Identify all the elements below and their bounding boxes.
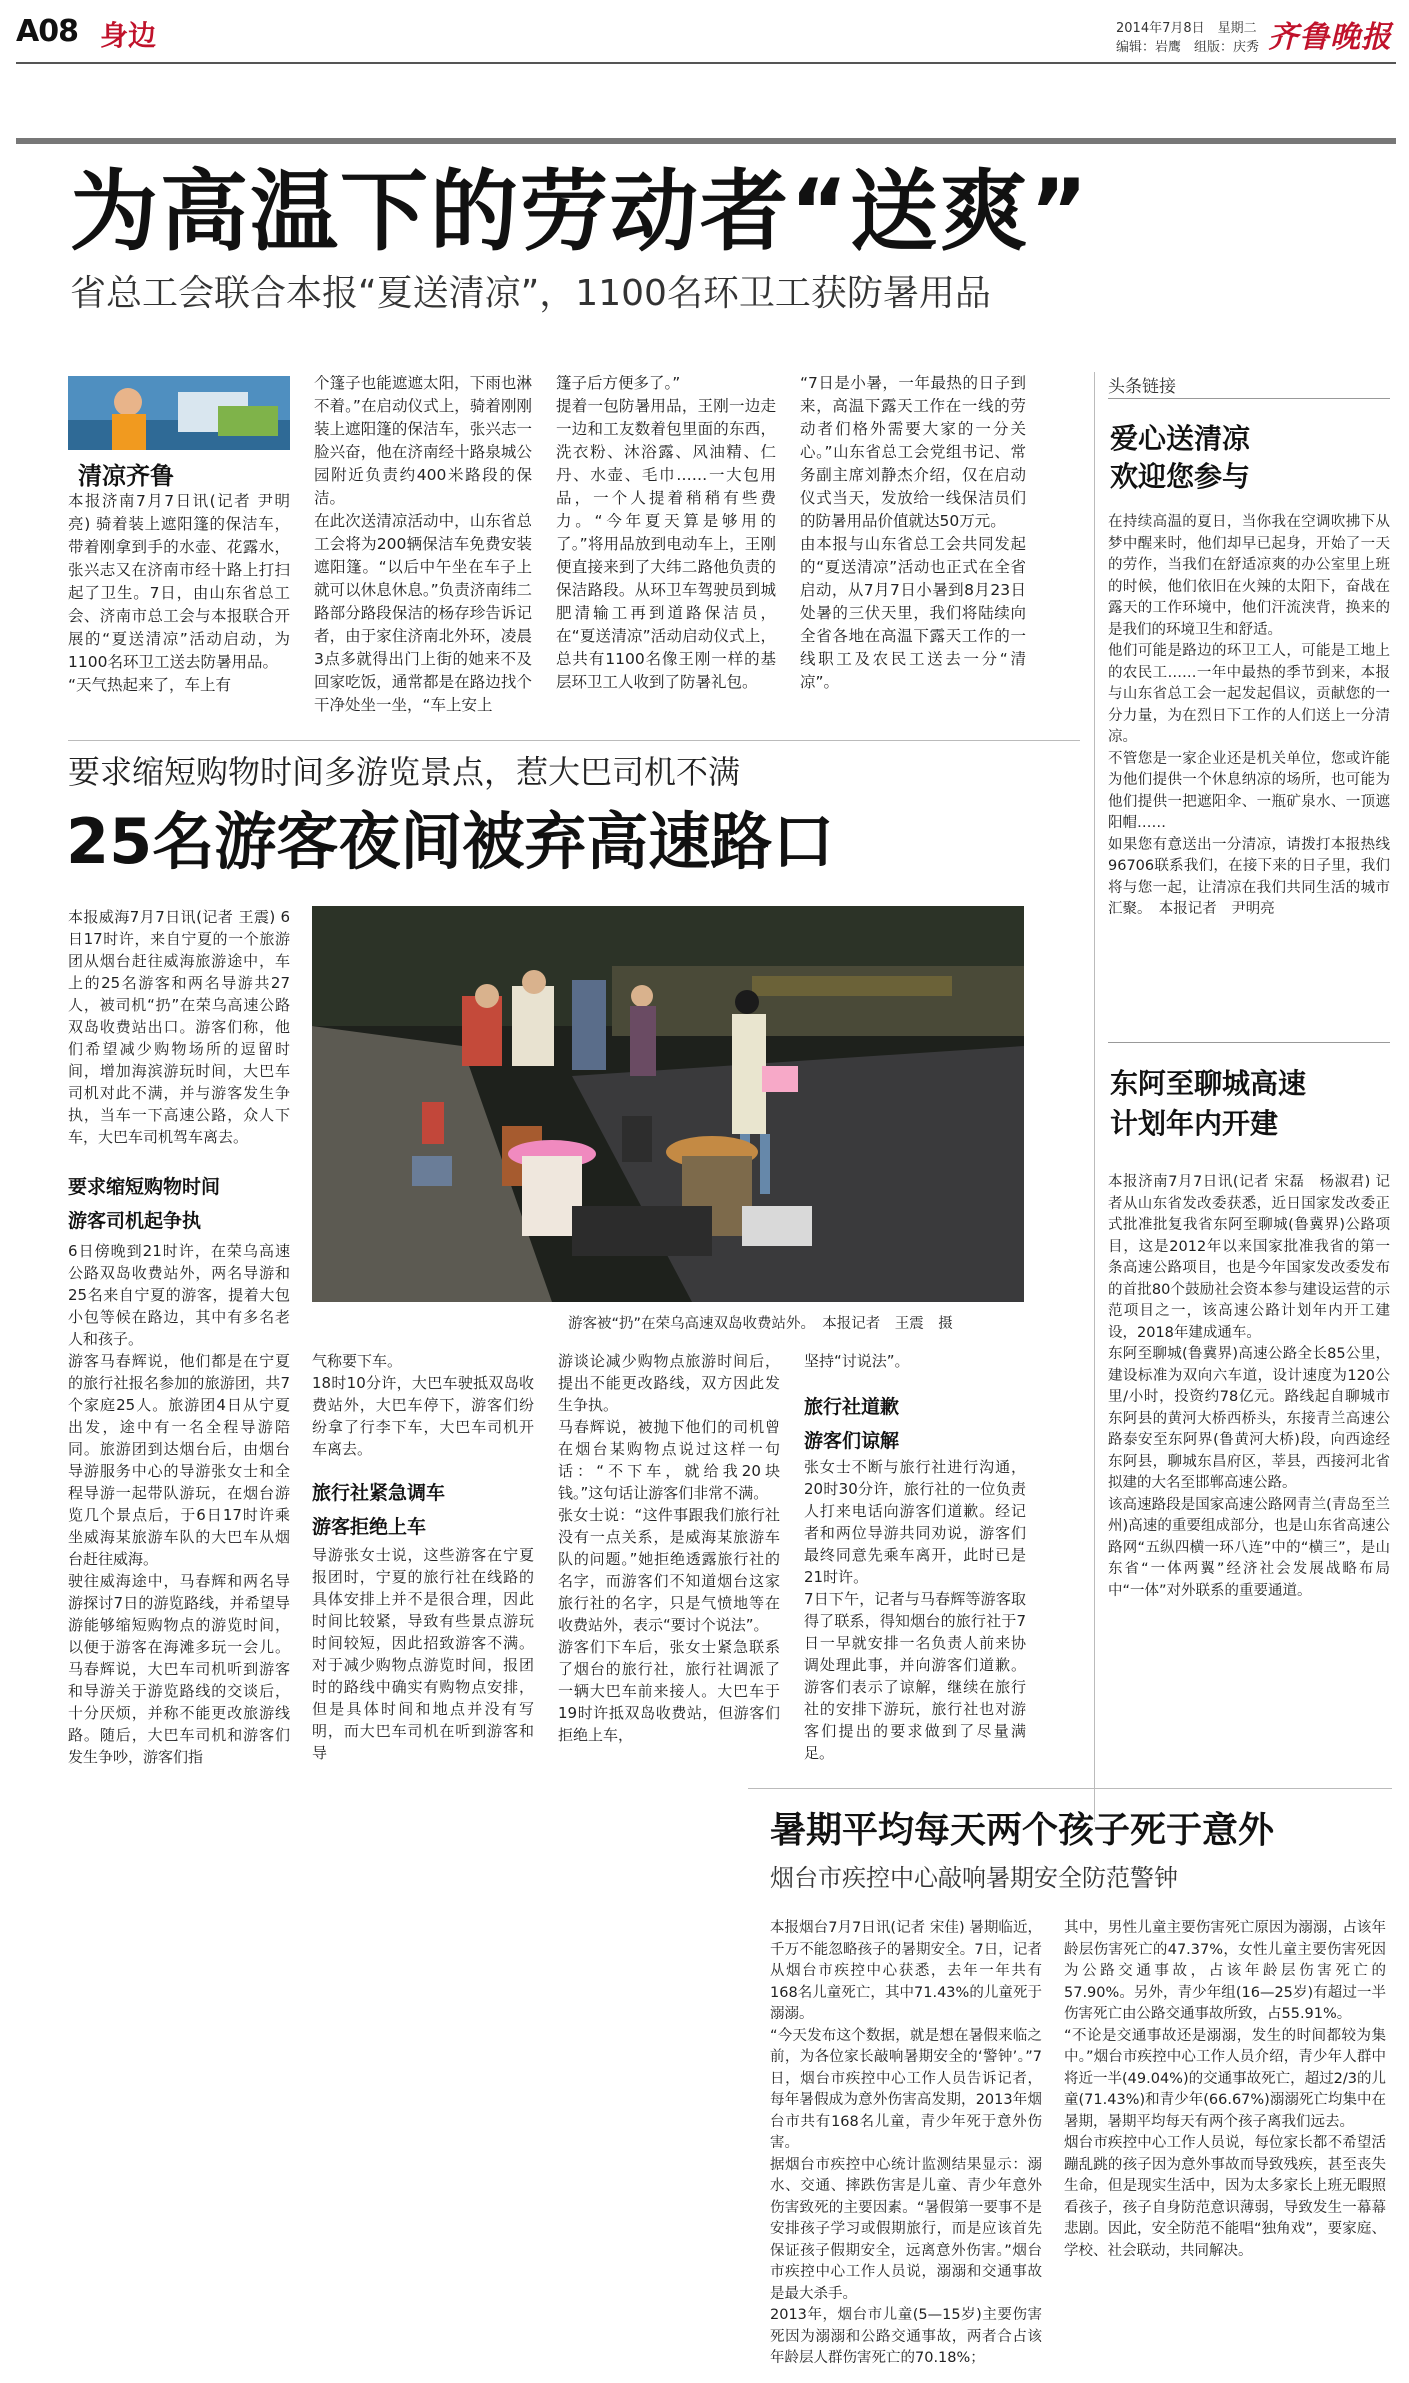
article1-col1: 本报济南7月7日讯(记者 尹明亮) 骑着装上遮阳篷的保洁车，带着刚拿到手的水壶、花露水，张兴志又在济南市经十路上打扫起了卫生。7日，由山东省总工会、济南市总工会与本报联合开展的“夏送清凉”活动启动，为1100名环卫工送去防暑用品。 “天气热起来了，车上有 (68, 492, 290, 694)
article2-sub1: 要求缩短购物时间 游客司机起争执 (68, 1176, 221, 1232)
article2-col2b: 导游张女士说，这些游客在宁夏报团时，宁夏的旅行社在线路的具体安排上并不是很合理，因此时间比较紧，导致有些景点游玩时间较短，因此招致游客不满。对于减少购物点游览时间，报团时的路线中确实有购物点安排，但是具体时间和地点并没有写明，而大巴车司机在听到游客和导 (312, 1546, 534, 1762)
top-divider (16, 138, 1396, 144)
article1-headline: 为高温下的劳动者“送爽” (70, 160, 1090, 263)
article1-col2: 个篷子也能遮遮太阳，下雨也淋不着。”在启动仪式上，骑着刚刚装上遮阳篷的保洁车，张兴志一脸兴奋，他在济南经十路泉城公园附近负责约400米路段的保洁。 在此次送清凉活动中，山东省总工会将为200辆保洁车免费安装遮阳篷。“以后中午坐在车子上就可以休息休息。”负责济南纬二路部分路段保洁的杨存珍告诉记者，由于家住济南北外环，凌晨3点多就得出门上街的她来不及回家吃饭，通常都是在路边找个干净处坐一坐，“车上安上 (314, 374, 532, 714)
qingliang-logo (68, 376, 290, 490)
article2-col4a: 坚持“讨说法”。 (804, 1352, 910, 1370)
article2-sub2: 旅行社紧急调车 游客拒绝上车 (312, 1482, 446, 1538)
section-name: 身边 (100, 19, 157, 52)
article2-sub3: 旅行社道歉 游客们谅解 (804, 1396, 900, 1452)
article2-photo-caption: 游客被“扔”在荣乌高速双岛收费站外。 本报记者 王震 摄 (568, 1316, 953, 1332)
article1-col3: 篷子后方便多了。” 提着一包防暑用品，王刚一边走一边和工友数着包里面的东西，洗衣粉、沐浴露、风油精、仁丹、水壶、毛巾……一大包用品，一个人提着稍稍有些费力。“今年夏天算是够用的了。”将用品放到电动车上，王刚便直接来到了大纬二路他负责的保洁路段。从环卫车驾驶员到城肥清输工再到道路保洁员，在“夏送清凉”活动启动仪式上，总共有1100名像王刚一样的基层环卫工人收到了防暑礼包。 (556, 374, 776, 691)
article2-col4b: 张女士不断与旅行社进行沟通，20时30分许，旅行社的一位负责人打来电话向游客们道歉。经记者和两位导游共同劝说，游客们最终同意先乘车离开，此时已是21时许。 7日下午，记者与马春辉等游客取得了联系，得知烟台的旅行社于7日一早就安排一名负责人前来协调处理此事，并向游客们道歉。游客们表示了谅解，继续在旅行社的安排下游玩，旅行社也对游客们提出的要求做到了尽量满足。 (804, 1458, 1026, 1762)
article3-top-rule (748, 1788, 1392, 1789)
editor-line: 编辑：岩鹰 组版：庆秀 (1116, 40, 1260, 55)
article2-col1b: 6日傍晚到21时许，在荣乌高速公路双岛收费站外，两名导游和25名来自宁夏的游客，提着大包小包等候在路边，其中有多名老人和孩子。 游客马春辉说，他们都是在宁夏的旅行社报名参加的旅游团，共7个家庭25人。旅游团4日从宁夏出发，途中有一名全程导游陪同。旅游团到达烟台后，由烟台导游服务中心的导游张女士和全程导游一起带队游玩，在烟台游览几个景点后，于6日17时许乘坐威海某旅游车队的大巴车从烟台赶往威海。 驶往威海途中，马春辉和两名导游探讨7日的游览路线，并希望导游能够缩短购物点的游览时间，以便于游客在海滩多玩一会儿。马春辉说，大巴车司机听到游客和导游关于游览路线的交谈后，十分厌烦，并称不能更改旅游线路。随后，大巴车司机和游客们发生争吵，游客们指 (68, 1242, 290, 1766)
article3-subheadline: 烟台市疾控中心敲响暑期安全防范警钟 (770, 1864, 1178, 1892)
article2-kicker: 要求缩短购物时间多游览景点，惹大巴司机不满 (68, 753, 741, 791)
article1-subheadline: 省总工会联合本报“夏送清凉”，1100名环卫工获防暑用品 (70, 273, 991, 314)
logo-text: 清凉齐鲁 (78, 462, 174, 490)
sidebar-box-separator (1108, 1042, 1390, 1043)
sidebar-tag: 头条链接 (1108, 377, 1176, 397)
article2-col1a: 本报威海7月7日讯(记者 王震) 6日17时许，来自宁夏的一个旅游团从烟台赶往威海旅游途中，车上的25名游客和两名导游共27人，被司机“扔”在荣乌高速公路双岛收费站出口。游客们称，他们希望减少购物场所的逗留时间，增加海滨游玩时间，大巴车司机对此不满，并与游客发生争执，当车一下高速公路，众人下车，大巴车司机驾车离去。 (68, 908, 290, 1146)
article2-headline: 25名游客夜间被弃高速路口 (66, 805, 835, 878)
sidebar-divider (1094, 372, 1095, 1822)
header-rule (16, 62, 1396, 64)
article3-col1: 本报烟台7月7日讯(记者 宋佳) 暑期临近，千万不能忽略孩子的暑期安全。7日，记者从烟台市疾控中心获悉，去年一年共有168名儿童死亡，其中71.43%的儿童死于溺溺。 “今天发布这个数据，就是想在暑假来临之前，为各位家长敲响暑期安全的‘警钟’。”7日，烟台市疾控中心工作人员告诉记者，每年暑假成为意外伤害高发期，2013年烟台市共有168名儿童，青少年死于意外伤害。 据烟台市疾控中心统计监测结果显示：溺水、交通、摔跌伤害是儿童、青少年意外伤害致死的主要因素。“暑假第一要事不是安排孩子学习或假期旅行，而是应该首先保证孩子假期安全，远离意外伤害。”烟台市疾控中心工作人员说，溺溺和交通事故是最大杀手。 2013年，烟台市儿童(5—15岁)主要伤害死因为溺溺和公路交通事故，两者合占该年龄层人群伤害死亡的70.18%； (770, 1920, 1042, 2366)
article1-col4: “7日是小暑，一年最热的日子到来，高温下露天工作在一线的劳动者们格外需要大家的一分关心。”山东省总工会党组书记、常务副主席刘静杰介绍，仅在启动仪式当天，发放给一线保洁员们的防暑用品价值就达50万元。 由本报与山东省总工会共同发起的“夏送清凉”活动也正式在全省启动，从7月7日小暑到8月23日处暑的三伏天里，我们将陆续向全省各地在高温下露天工作的一线职工及农民工送去一分“清凉”。 (800, 374, 1026, 691)
article2-top-rule (68, 740, 1080, 741)
article2-photo (312, 906, 1024, 1302)
night-roadside-photo (312, 906, 1024, 1302)
sidebar-box1-body: 在持续高温的夏日，当你我在空调吹拂下从梦中醒来时，他们却早已起身，开始了一天的劳作，当我们在舒适凉爽的办公室里上班的时候，他们依旧在火辣的太阳下，奋战在露天的工作环境中，他们汗流浃背，换来的是我们的环境卫生和舒适。 他们可能是路边的环卫工人，可能是工地上的农民工……一年中最热的季节到来，本报与山东省总工会一起发起倡议，贡献您的一分力量，为在烈日下工作的人们送上一分清凉。 不管您是一家企业还是机关单位，您或许能为他们提供一个休息纳凉的场所，也可能为他们提供一把遮阳伞、一瓶矿泉水、一顶遮阳帽…… 如果您有意送出一分清凉，请拨打本报热线96706联系我们，在接下来的日子里，我们将与您一起，让清凉在我们共同生活的城市汇聚。 本报记者 尹明亮 (1108, 514, 1390, 917)
page-header (0, 0, 1409, 70)
logo-photo (68, 376, 290, 450)
sidebar-box2-title: 东阿至聊城高速 计划年内开建 (1110, 1067, 1307, 1140)
article2-col2a: 气称要下车。 18时10分许，大巴车驶抵双岛收费站外，大巴车停下，游客们纷纷拿了行李下车，大巴车司机开车离去。 (312, 1352, 534, 1458)
sidebar-box1-title: 爱心送清凉 欢迎您参与 (1110, 422, 1251, 493)
article3-headline: 暑期平均每天两个孩子死于意外 (770, 1810, 1275, 1851)
sidebar-box2-body: 本报济南7月7日讯(记者 宋磊 杨淑君) 记者从山东省发改委获悉，近日国家发改委正式批准批复我省东阿至聊城(鲁冀界)公路项目，这是2012年以来国家批准我省的第一条高速公路项目，也是今年国家发改委发布的首批80个鼓励社会资本参与建设运营的示范项目之一，该高速公路计划年内开工建设，2018年建成通车。 东阿至聊城(鲁冀界)高速公路全长85公里，建设标准为双向六车道，设计速度为120公里/小时，投资约78亿元。路线起自聊城市东阿县的黄河大桥西桥头，东接青兰高速公路泰安至东阿界(鲁黄河大桥)段，向西途经东阿县，聊城东昌府区，莘县，西接河北省拟建的大名至邯郸高速公路。 该高速路段是国家高速公路网青兰(青岛至兰州)高速的重要组成部分，也是山东省高速公路网“五纵四横一环八连”中的“横三”，是山东省“一体两翼”经济社会发展战略布局中“一体”对外联系的重要通道。 (1108, 1174, 1390, 1599)
brand-logo: 齐鲁晚报 (1268, 20, 1392, 55)
article2-col3a: 游谈论减少购物点旅游时间后，提出不能更改路线，双方因此发生争执。 马春辉说，被抛下他们的司机曾在烟台某购物点说过这样一句话：“不下车，就给我20块钱。”这句话让游客们非常不满。 张女士说：“这件事跟我们旅行社没有一点关系，是威海某旅游车队的问题。”她拒绝透露旅行社的名字，而游客们不知道烟台这家旅行社的名字，只是气愤地等在收费站外，表示“要讨个说法”。 游客们下车后，张女士紧急联系了烟台的旅行社，旅行社调派了一辆大巴车前来接人。大巴车于19时许抵双岛收费站，但游客们拒绝上车， (558, 1352, 780, 1744)
page-code: A08 (16, 14, 78, 49)
article3-col2: 其中，男性儿童主要伤害死亡原因为溺溺，占该年龄层伤害死亡的47.37%，女性儿童主要伤害死因为公路交通事故，占该年龄层伤害死亡的57.90%。另外，青少年组(16—25岁)有超过一半伤害死亡由公路交通事故所致，占55.91%。 “不论是交通事故还是溺溺，发生的时间都较为集中。”烟台市疾控中心工作人员介绍，青少年人群中将近一半(49.04%)的交通事故死亡，超过2/3的儿童(71.43%)和青少年(66.67%)溺溺死亡均集中在暑期，暑期平均每天有两个孩子离我们远去。 烟台市疾控中心工作人员说，每位家长都不希望活蹦乱跳的孩子因为意外事故而导致残疾，甚至丧失生命，但是现实生活中，因为太多家长上班无暇照看孩子，孩子自身防范意识薄弱，导致发生一幕幕悲剧。因此，安全防范不能唱“独角戏”，要家庭、学校、社会联动，共同解决。 (1064, 1920, 1386, 2259)
sidebar-tag-rule (1108, 398, 1390, 399)
date-line: 2014年7月8日 星期二 (1116, 21, 1257, 36)
